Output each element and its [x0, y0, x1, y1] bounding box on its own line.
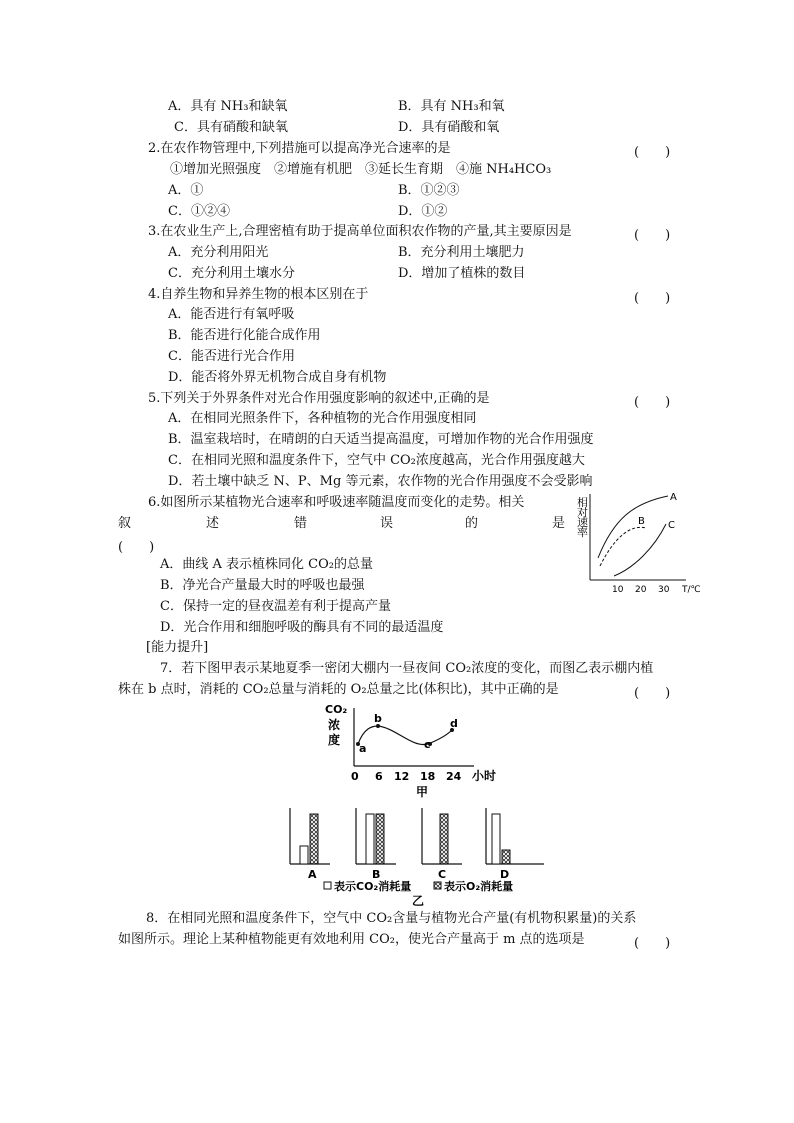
- jia-label-c: c: [424, 738, 431, 751]
- jia-label-a: a: [359, 742, 367, 755]
- q8-stem-line2: 如图所示。理论上某种植物能更有效地利用 CO₂，使光合产量高于 m 点的选项是: [118, 932, 585, 947]
- q5-option-a: A．在相同光照条件下，各种植物的光合作用强度相同: [168, 411, 477, 426]
- q5-option-c: C．在相同光照和温度条件下，空气中 CO₂浓度越高，光合作用强度越大: [168, 453, 585, 468]
- q6-stem-char-5: 的: [465, 516, 479, 531]
- jia-xtick-12: 12: [394, 770, 410, 783]
- q6-stem: 6.如图所示某植物光合速率和呼吸速率随温度而变化的走势。相关: [148, 495, 525, 510]
- q7-answer-bracket: ( ): [634, 686, 671, 701]
- yi-d-co2-bar: [492, 814, 500, 864]
- q6-stem-char-6: 是: [552, 516, 566, 531]
- q5-stem: 5.下列关于外界条件对光合作用强度影响的叙述中,正确的是: [148, 391, 490, 406]
- q6-label-b: B: [638, 516, 645, 527]
- q6-stem-char-2: 述: [206, 516, 220, 531]
- q4-option-a: A．能否进行有氧呼吸: [168, 307, 295, 322]
- q6-option-a: A．曲线 A 表示植株同化 CO₂的总量: [160, 557, 373, 572]
- q6-xtick-20: 20: [635, 585, 647, 595]
- q3-option-c: C．充分利用土壤水分: [168, 266, 295, 281]
- q2-answer-bracket: ( ): [634, 145, 671, 160]
- q1-option-a: A．具有 NH₃和缺氧: [168, 99, 288, 114]
- yi-a-o2-bar: [310, 814, 318, 864]
- q6-option-b: B．净光合产量最大时的呼吸也最强: [160, 578, 365, 593]
- jia-xtick-24: 24: [446, 770, 462, 783]
- jia-curve: [358, 726, 452, 745]
- q3-stem: 3.在农业生产上,合理密植有助于提高单位面积农作物的产量,其主要原因是: [148, 224, 572, 239]
- q6-option-d: D．光合作用和细胞呼吸的酶具有不同的最适温度: [160, 620, 444, 635]
- q6-rate-temperature-figure: [574, 488, 710, 598]
- q6-ylabel-4: 率: [577, 526, 588, 539]
- q1-option-c: C．具有硝酸和缺氧: [174, 120, 288, 135]
- yi-panel-c: [422, 808, 462, 881]
- jia-ylabel-2: 度: [328, 733, 341, 747]
- yi-panel-a: [290, 808, 330, 881]
- q6-ylabel-3: 速: [577, 516, 588, 529]
- q6-option-c: C．保持一定的昼夜温差有利于提高产量: [160, 599, 391, 614]
- jia-x-unit: 小时: [472, 769, 497, 783]
- q5-answer-bracket: ( ): [634, 395, 671, 410]
- q6-xtick-30: 30: [658, 585, 670, 595]
- yi-b-o2-bar: [376, 814, 384, 864]
- q6-curve-c: [614, 524, 666, 576]
- q8-answer-bracket: ( ): [634, 936, 671, 951]
- yi-label-c: C: [438, 868, 447, 881]
- q5-option-b: B．温室栽培时，在晴朗的白天适当提高温度，可增加作物的光合作用强度: [168, 432, 594, 447]
- q2-option-b: B．①②③: [398, 183, 460, 198]
- yi-label-d: D: [500, 868, 510, 881]
- q4-option-d: D．能否将外界无机物合成自身有机物: [168, 370, 387, 385]
- q3-option-b: B．充分利用土壤肥力: [398, 245, 525, 260]
- q2-option-c: C．①②④: [168, 204, 230, 219]
- q7-stem-line2: 株在 b 点时，消耗的 CO₂总量与消耗的 O₂总量之比(体积比)，其中正确的是: [118, 682, 559, 697]
- jia-xtick-6: 6: [375, 770, 383, 783]
- yi-legend-o2-swatch: [434, 882, 441, 889]
- q3-option-d: D．增加了植株的数目: [398, 266, 526, 281]
- yi-panel-b: [356, 808, 396, 881]
- q6-xlabel: T/℃: [682, 585, 701, 595]
- q6-stem-char-4: 误: [380, 516, 394, 531]
- jia-ylabel-co2: CO₂: [325, 703, 348, 716]
- q6-ylabel-1: 相: [577, 496, 588, 509]
- q6-curve-a: [598, 496, 668, 558]
- yi-legend-co2-swatch: [324, 882, 331, 889]
- q6-stem-char-1: 叙: [118, 516, 132, 531]
- yi-legend-co2-label: 表示CO₂消耗量: [334, 880, 412, 893]
- yi-c-o2-bar: [440, 814, 448, 864]
- jia-ylabel-1: 浓: [328, 718, 341, 732]
- q6-label-c: C: [668, 520, 675, 531]
- q2-stem: 2.在农作物管理中,下列措施可以提高净光合速率的是: [148, 141, 451, 156]
- q6-stem-char-3: 错: [294, 516, 308, 531]
- q7-figure-jia: [322, 700, 502, 800]
- q2-option-a: A．①: [168, 183, 204, 198]
- jia-caption: 甲: [416, 785, 429, 799]
- q1-option-b: B．具有 NH₃和氧: [398, 99, 505, 114]
- yi-caption: 乙: [412, 894, 425, 908]
- section-ability-heading: [能力提升]: [146, 640, 209, 655]
- yi-label-a: A: [308, 868, 317, 881]
- q4-option-c: C．能否进行光合作用: [168, 349, 295, 364]
- yi-panel-d: [486, 808, 544, 881]
- yi-legend-o2-label: 表示O₂消耗量: [444, 880, 514, 893]
- q2-option-d: D．①②: [398, 204, 448, 219]
- q4-stem: 4.自养生物和异养生物的根本区别在于: [148, 287, 369, 302]
- q4-answer-bracket: ( ): [634, 291, 671, 306]
- q7-stem-line1: 7．若下图甲表示某地夏季一密闭大棚内一昼夜间 CO₂浓度的变化，而图乙表示棚内植: [160, 661, 654, 676]
- q7-figure-yi: [282, 806, 548, 908]
- q2-measures: ①增加光照强度 ②增施有机肥 ③延长生育期 ④施 NH₄HCO₃: [170, 162, 552, 177]
- q4-option-b: B．能否进行化能合成作用: [168, 328, 321, 343]
- q6-xtick-10: 10: [612, 585, 624, 595]
- jia-xtick-18: 18: [420, 770, 436, 783]
- yi-a-co2-bar: [300, 846, 308, 864]
- yi-d-o2-bar: [502, 850, 510, 864]
- q6-label-a: A: [670, 492, 677, 503]
- jia-label-d: d: [450, 717, 458, 730]
- q3-option-a: A．充分利用阳光: [168, 245, 269, 260]
- q5-option-d: D．若土壤中缺乏 N、P、Mg 等元素，农作物的光合作用强度不会受影响: [168, 474, 593, 489]
- q1-option-d: D．具有硝酸和氧: [398, 120, 500, 135]
- yi-label-b: B: [372, 868, 381, 881]
- jia-xtick-0: 0: [351, 770, 359, 783]
- jia-label-b: b: [374, 712, 382, 725]
- q8-stem-line1: 8．在相同光照和温度条件下，空气中 CO₂含量与植物光合产量(有机物积累量)的关系: [146, 911, 637, 926]
- q6-answer-bracket: ( ): [118, 540, 155, 555]
- q3-answer-bracket: ( ): [634, 228, 671, 243]
- q6-ylabel-2: 对: [577, 506, 588, 519]
- yi-b-co2-bar: [366, 814, 374, 864]
